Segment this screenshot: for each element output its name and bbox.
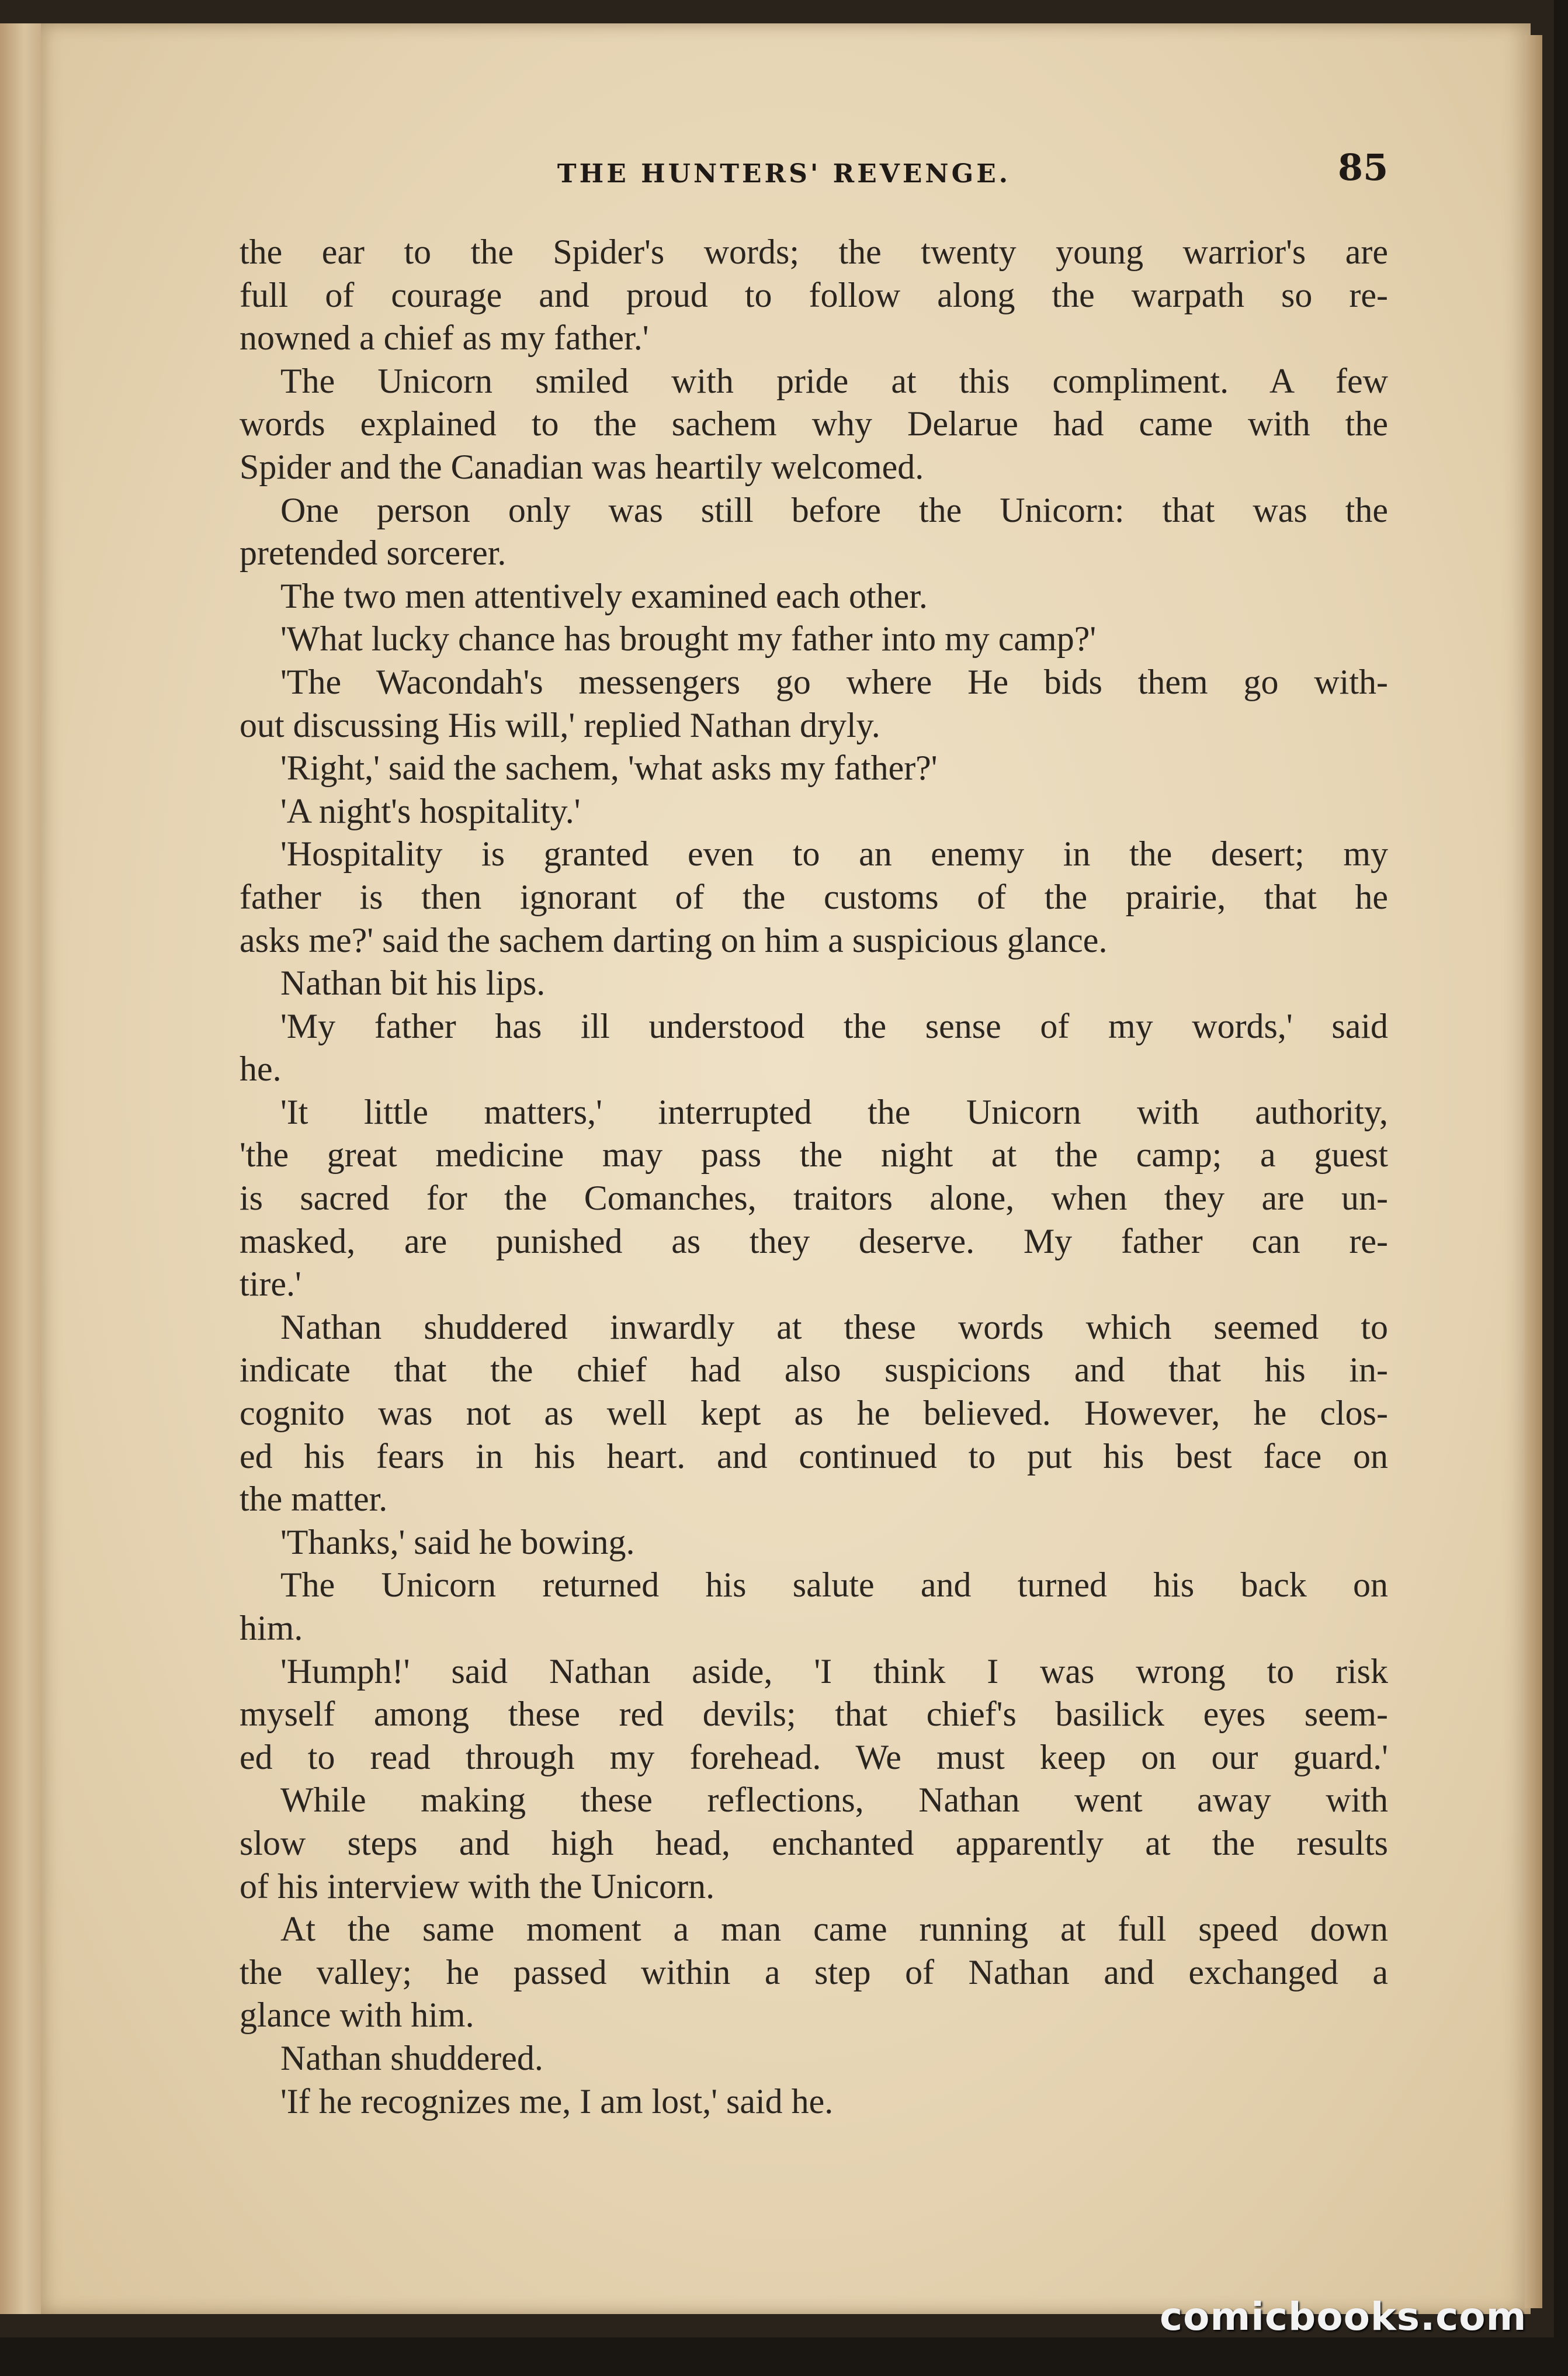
text-line: cognito was not as well kept as he believed. However, he clos-	[240, 1394, 1388, 1433]
text-line: the ear to the Spider's words; the twenty young warrior's are	[240, 233, 1388, 271]
text-line: 'Thanks,' said he bowing.	[280, 1522, 635, 1561]
text-line: 'My father has ill understood the sense of my words,' said	[280, 1006, 1388, 1045]
text-line: masked, are punished as they deserve. My father can re-	[240, 1221, 1388, 1260]
text-line: 'A night's hospitality.'	[280, 791, 581, 830]
text-line: 'Humph!' said Nathan aside, 'I think I was wrong to risk	[280, 1651, 1388, 1691]
text-line: 'Hospitality is granted even to an enemy in the desert; my	[280, 834, 1388, 874]
text-line: 'If he recognizes me, I am lost,' said he.	[280, 2081, 834, 2121]
text-line: Spider and the Canadian was heartily welcomed.	[240, 447, 924, 486]
text-line: 'What lucky chance has brought my father into my camp?'	[280, 619, 1097, 659]
page-edge	[1525, 35, 1542, 2308]
text-line: he.	[240, 1050, 282, 1089]
text-line: is sacred for the Comanches, traitors alone, when they are un-	[240, 1179, 1388, 1218]
text-line: One person only was still before the Unicorn: that was the	[280, 490, 1388, 529]
text-line: 'The Wacondah's messengers go where He bids them go with-	[280, 662, 1388, 701]
text-line: ed his fears in his heart. and continued to put his best face on	[240, 1436, 1388, 1476]
text-line: While making these reflections, Nathan went away with	[280, 1781, 1388, 1820]
text-line: the valley; he passed within a step of Nathan and exchanged a	[240, 1952, 1388, 1991]
site-watermark: comicbooks.com	[1160, 2294, 1527, 2339]
text-line: The Unicorn returned his salute and turned his back on	[280, 1565, 1388, 1605]
text-line: glance with him.	[240, 1996, 474, 2035]
text-line: full of courage and proud to follow along the warpath so re-	[240, 275, 1388, 314]
text-line: Nathan shuddered.	[280, 2038, 543, 2077]
text-line: Nathan bit his lips.	[280, 964, 546, 1003]
text-line: pretended sorcerer.	[240, 534, 507, 573]
text-line: father is then ignorant of the customs of the prairie, that he	[240, 877, 1388, 916]
page-number: 85	[1338, 146, 1389, 189]
text-line: of his interview with the Unicorn.	[240, 1866, 715, 1906]
text-line: out discussing His will,' replied Nathan dryly.	[240, 705, 880, 744]
text-line: indicate that the chief had also suspicions and that his in-	[240, 1350, 1388, 1390]
previous-page-edge	[0, 23, 41, 2314]
text-line: him.	[240, 1609, 303, 1647]
text-line: slow steps and high head, enchanted apparently at the results	[240, 1823, 1388, 1862]
text-line: 'It little matters,' interrupted the Unicorn with authority,	[280, 1092, 1388, 1131]
text-line: ed to read through my forehead. We must keep on our guard.'	[240, 1737, 1388, 1776]
body-text	[240, 231, 1388, 2123]
text-line: Nathan shuddered inwardly at these words which seemed to	[280, 1307, 1388, 1346]
text-line: nowned a chief as my father.'	[240, 318, 649, 358]
text-line: The two men attentively examined each other.	[280, 576, 928, 615]
text-line: tire.'	[240, 1265, 301, 1304]
text-line: the matter.	[240, 1480, 388, 1519]
text-line: 'Right,' said the sachem, 'what asks my father?'	[280, 749, 938, 788]
text-line: asks me?' said the sachem darting on him a suspicious glance.	[240, 920, 1108, 960]
text-line: myself among these red devils; that chief's basilick eyes seem-	[240, 1695, 1388, 1734]
text-line: 'the great medicine may pass the night at the camp; a guest	[240, 1135, 1388, 1175]
text-line: The Unicorn smiled with pride at this compliment. A few	[280, 361, 1388, 400]
running-head: THE HUNTERS' REVENGE.	[557, 159, 1011, 189]
text-line: At the same moment a man came running at full speed down	[280, 1910, 1388, 1949]
text-line: words explained to the sachem why Delarue had came with the	[240, 404, 1388, 444]
